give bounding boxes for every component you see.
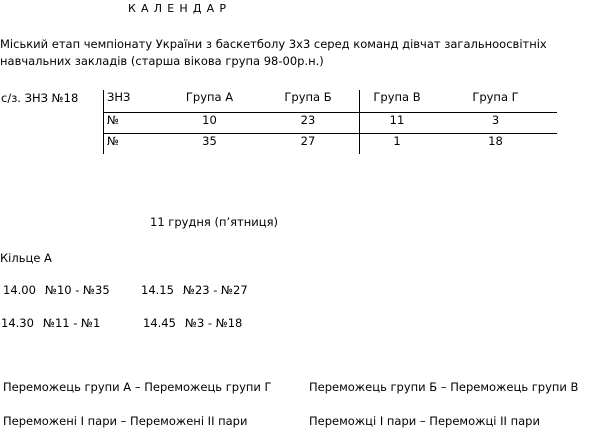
venue-label: с/з. ЗНЗ №18 bbox=[1, 91, 79, 105]
match-pair: №10 - №35 bbox=[45, 283, 110, 297]
table-header-row bbox=[104, 90, 558, 113]
header-group-v: Група В bbox=[360, 90, 435, 113]
match-pair: №3 - №18 bbox=[185, 316, 243, 330]
match-time: 14.15 bbox=[141, 283, 174, 297]
match-pair: №23 - №27 bbox=[183, 283, 248, 297]
groups-table bbox=[103, 90, 557, 154]
final-match-line: Переможець групи Б – Переможець групи В bbox=[309, 380, 579, 394]
final-match-line: Переможець групи А – Переможець групи Г bbox=[3, 380, 272, 394]
table-cell: № bbox=[104, 113, 163, 134]
header-group-a: Група А bbox=[162, 90, 257, 113]
match-pair: №11 - №1 bbox=[43, 316, 101, 330]
table-row bbox=[104, 134, 558, 155]
document-title: КАЛЕНДАР bbox=[128, 2, 232, 15]
championship-description: Міський етап чемпіонату України з баскетболу 3х3 серед команд дівчат загальноосвітніх навчальних закладів (старша вікова група 98-00р.н.) bbox=[0, 37, 547, 68]
match-time: 14.45 bbox=[143, 316, 176, 330]
final-match-line: Переможці І пари – Переможці ІІ пари bbox=[309, 414, 540, 428]
final-match-line: Переможені І пари – Переможені ІІ пари bbox=[3, 414, 248, 428]
table-cell: 27 bbox=[300, 134, 316, 148]
table-cell: 3 bbox=[434, 113, 557, 134]
court-ring-label: Кільце А bbox=[0, 251, 52, 265]
match-date: 11 грудня (п’ятниця) bbox=[150, 215, 278, 229]
table-cell: 35 bbox=[202, 134, 217, 148]
header-group-g: Група Г bbox=[434, 90, 557, 113]
header-group-b: Група Б bbox=[257, 90, 360, 113]
table-cell: № bbox=[104, 134, 163, 155]
header-school: ЗНЗ bbox=[104, 90, 163, 113]
table-cell: 10 bbox=[162, 113, 257, 134]
table-row bbox=[104, 113, 558, 134]
match-time: 14.30 bbox=[1, 316, 34, 330]
table-cell: 11 bbox=[360, 113, 435, 134]
table-cell: 1 bbox=[360, 134, 435, 155]
table-cell: 23 bbox=[257, 113, 360, 134]
table-cell: 18 bbox=[488, 134, 503, 148]
match-time: 14.00 bbox=[3, 283, 36, 297]
